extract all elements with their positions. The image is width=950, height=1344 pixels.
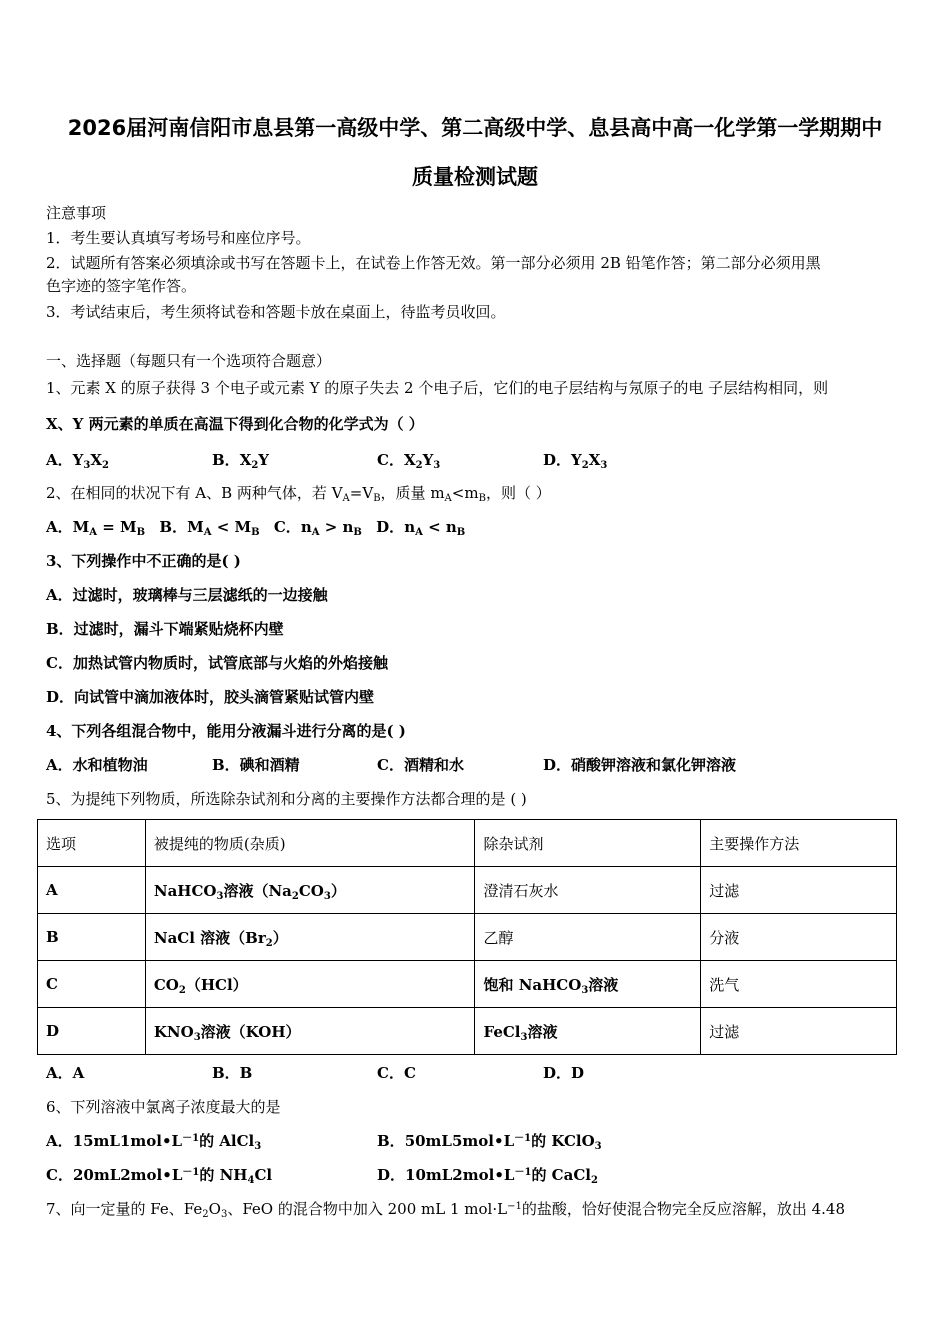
row-substance: $CO_2(HCl)$ — [145, 961, 475, 1008]
table-row — [38, 914, 897, 961]
q5-option-a[interactable]: A．A — [46, 1064, 85, 1082]
row-reagent: 乙醇 — [475, 914, 701, 961]
row-key: A — [38, 867, 146, 914]
q1-stem-line2: X、Y 两元素的单质在高温下得到化合物的化学式为（ ） — [46, 415, 424, 433]
row-substance: NaHCO$_3$溶液$(Na_2CO_3)$ — [145, 867, 475, 914]
q3-option-a[interactable]: A．过滤时，玻璃棒与三层滤纸的一边接触 — [46, 586, 328, 604]
q5-option-d[interactable]: D．D — [543, 1064, 585, 1082]
notes-heading: 注意事项 — [46, 204, 107, 222]
section-heading: 一、选择题（每题只有一个选项符合题意） — [46, 352, 332, 370]
table-row — [38, 961, 897, 1008]
q3-option-b[interactable]: B．过滤时，漏斗下端紧贴烧杯内壁 — [46, 620, 284, 638]
row-method: 过滤 — [701, 867, 897, 914]
q6-option-d[interactable]: D．$10mL2mol•L^{-1}$的 CaCl$_2$ — [377, 1166, 598, 1186]
q1-option-a[interactable]: A．$Y_3X_2$ — [46, 451, 109, 471]
table-header-cell: 除杂试剂 — [475, 820, 701, 867]
q5-option-b[interactable]: B．B — [212, 1064, 253, 1082]
q7-stem: 7、向一定量的 Fe、$Fe_2O_3$、FeO 的混合物中加入 200 mL 1 $mol\cdot L^{-1}$的盐酸，恰好使混合物完全反应溶解，放出 4.48 — [46, 1200, 845, 1220]
table-header-cell: 主要操作方法 — [701, 820, 897, 867]
q2-stem: 2、在相同的状况下有 A、B 两种气体，若 $V_A=V_B$，质量 $m_A<m_B$，则（ ） — [46, 484, 551, 504]
q6-option-a[interactable]: A．$15mL1mol•L^{-1}$的 AlCl$_3$ — [46, 1132, 262, 1152]
q6-stem: 6、下列溶液中氯离子浓度最大的是 — [46, 1098, 281, 1116]
q4-option-d[interactable]: D．硝酸钾溶液和氯化钾溶液 — [543, 756, 737, 774]
q2-option-d[interactable]: D．$n_A < n_B$ — [376, 518, 466, 538]
row-method: 过滤 — [701, 1008, 897, 1055]
exam-title-line2: 质量检测试题 — [412, 165, 538, 189]
row-method: 洗气 — [701, 961, 897, 1008]
q1-option-b[interactable]: B．$X_2Y$ — [212, 451, 270, 471]
q2-option-b[interactable]: B．$M_A < M_B$ — [159, 518, 260, 538]
row-method: 分液 — [701, 914, 897, 961]
note-item: 色字迹的签字笔作答。 — [46, 277, 197, 295]
row-key: B — [38, 914, 146, 961]
table-header-row — [38, 820, 897, 867]
q3-stem: 3、下列操作中不正确的是( ) — [46, 552, 241, 570]
q2-options — [46, 516, 465, 537]
q6-option-b[interactable]: B．$50mL5mol•L^{-1}$的 KClO$_3$ — [377, 1132, 602, 1152]
row-substance: $KNO_3$溶液（KOH） — [145, 1008, 475, 1055]
row-reagent: FeCl$_3$溶液 — [475, 1008, 701, 1055]
row-key: D — [38, 1008, 146, 1055]
table-header-cell: 被提纯的物质(杂质) — [145, 820, 475, 867]
row-key: C — [38, 961, 146, 1008]
q5-table — [37, 819, 897, 1055]
q2-option-c[interactable]: C．$n_A > n_B$ — [273, 518, 362, 538]
note-item: 2．试题所有答案必须填涂或书写在答题卡上，在试卷上作答无效。第一部分必须用 2B 铅笔作答；第二部分必须用黑 — [46, 254, 821, 272]
row-reagent: 澄清石灰水 — [475, 867, 701, 914]
q1-option-d[interactable]: D．$Y_2X_3$ — [543, 451, 608, 471]
q3-option-c[interactable]: C．加热试管内物质时，试管底部与火焰的外焰接触 — [46, 654, 388, 672]
q2-option-a[interactable]: A．$M_A = M_B$ — [46, 518, 146, 538]
q6-option-c[interactable]: C．$20mL2mol•L^{-1}$的 $NH_4Cl$ — [46, 1166, 273, 1186]
q3-option-d[interactable]: D．向试管中滴加液体时，胶头滴管紧贴试管内壁 — [46, 688, 375, 706]
table-header-cell: 选项 — [38, 820, 146, 867]
q5-stem: 5、为提纯下列物质，所选除杂试剂和分离的主要操作方法都合理的是 ( ) — [46, 790, 527, 808]
exam-title-line1: 2026届河南信阳市息县第一高级中学、第二高级中学、息县高中高一化学第一学期期中 — [67, 116, 883, 140]
note-item: 1．考生要认真填写考场号和座位序号。 — [46, 229, 311, 247]
row-reagent: 饱和 NaHCO$_3$溶液 — [475, 961, 701, 1008]
table-row — [38, 867, 897, 914]
q1-option-c[interactable]: C．$X_2Y_3$ — [377, 451, 441, 471]
q1-stem-line1: 1、元素 X 的原子获得 3 个电子或元素 Y 的原子失去 2 个电子后，它们的电子层结构与氖原子的电 子层结构相同，则 — [46, 379, 829, 397]
row-substance: NaCl 溶液$(Br_2)$ — [145, 914, 475, 961]
table-row — [38, 1008, 897, 1055]
q5-option-c[interactable]: C．C — [377, 1064, 416, 1082]
q4-stem: 4、下列各组混合物中，能用分液漏斗进行分离的是( ) — [46, 722, 406, 740]
q4-option-b[interactable]: B．碘和酒精 — [212, 756, 300, 774]
note-item: 3．考试结束后，考生须将试卷和答题卡放在桌面上，待监考员收回。 — [46, 303, 506, 321]
q4-option-a[interactable]: A．水和植物油 — [46, 756, 148, 774]
q4-option-c[interactable]: C．酒精和水 — [377, 756, 464, 774]
